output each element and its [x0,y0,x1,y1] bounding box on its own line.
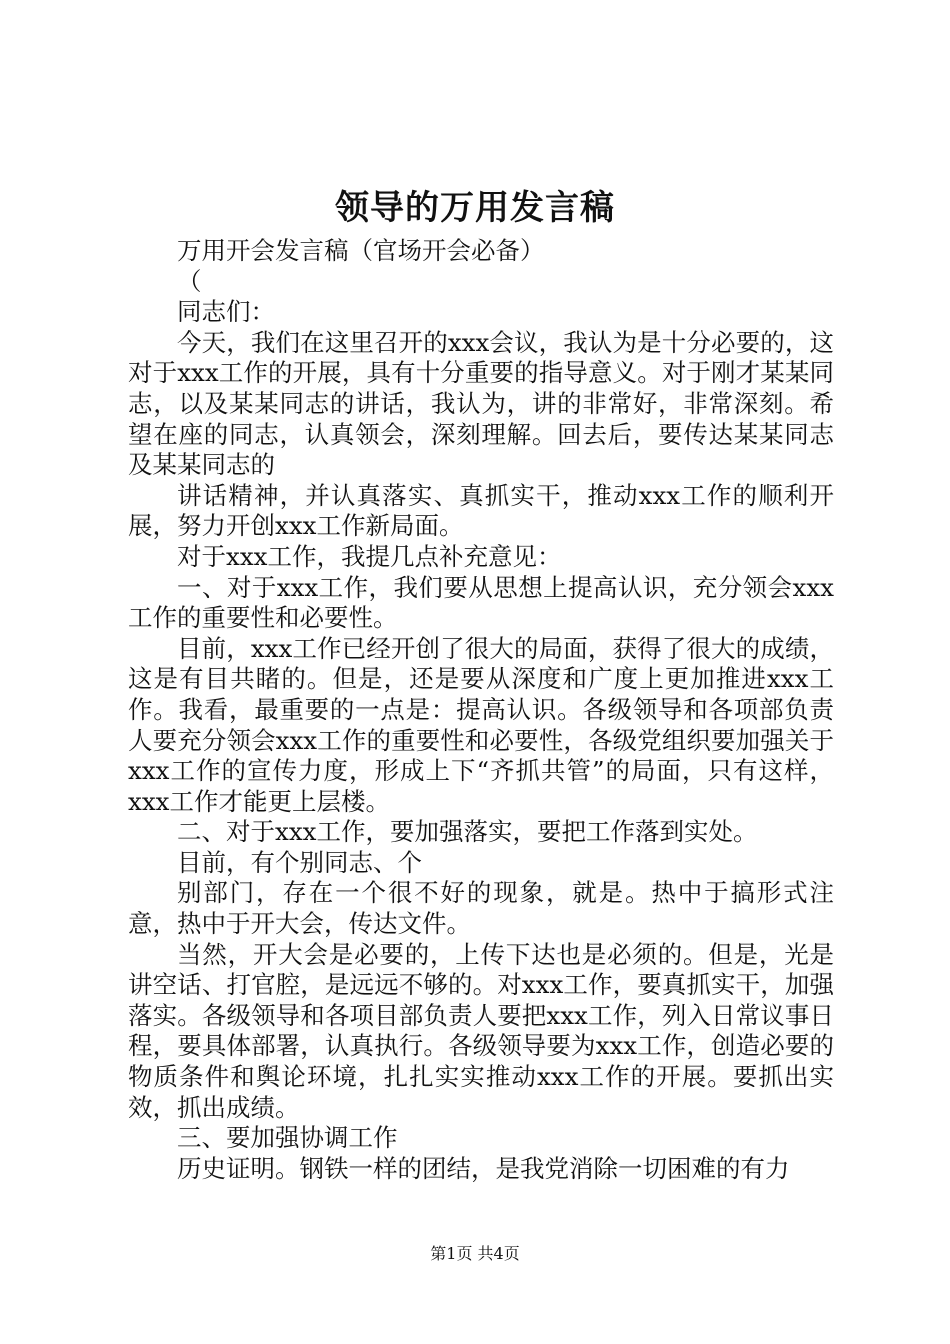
paragraph: 当然，开大会是必要的，上传下达也是必须的。但是，光是讲空话、打官腔，是远远不够的。对xxx工作，要真抓实干，加强落实。各级领导和各项目部负责人要把xxx工作，列入日常议事日程，要具体部署，认真执行。各级领导要为xxx工作，创造必要的物质条件和舆论环境，扎扎实实推动xxx工作的开展。要抓出实效，抓出成绩。 [128,939,834,1122]
paragraph: 对于xxx工作，我提几点补充意见： [177,541,562,571]
paragraph: （ [177,266,202,296]
paragraph: 今天，我们在这里召开的xxx会议，我认为是十分必要的，这对于xxx工作的开展，具有十分重要的指导意义。对于刚才某某同志，以及某某同志的讲话，我认为，讲的非常好，非常深刻。希望在座的同志，认真领会，深刻理解。回去后，要传达某某同志及某某同志的 [128,327,834,480]
document-title: 领导的万用发言稿 [335,188,615,228]
page-number-footer: 第1页 共4页 [430,1244,520,1263]
paragraph: 目前，xxx工作已经开创了很大的局面，获得了很大的成绩，这是有目共睹的。但是，还是要从深度和广度上更加推进xxx工作。我看，最重要的一点是：提高认识。各级领导和各项部负责人要充分领会xxx工作的重要性和必要性，各级党组织要加强关于xxx工作的宣传力度，形成上下“齐抓共管”的局面，只有这样，xxx工作才能更上层楼。 [128,633,834,816]
paragraph: 历史证明。钢铁一样的团结，是我党消除一切困难的有力 [177,1153,790,1183]
document-body [128,236,834,1184]
paragraph: 二、对于xxx工作，要加强落实，要把工作落到实处。 [177,817,758,847]
paragraph: 讲话精神，并认真落实、真抓实干，推动xxx工作的顺利开展，努力开创xxx工作新局面。 [128,480,834,541]
paragraph: 目前，有个别同志、个 [177,847,422,877]
paragraph: 一、对于xxx工作，我们要从思想上提高认识，充分领会xxx工作的重要性和必要性。 [128,572,834,633]
paragraph: 三、要加强协调工作 [177,1123,398,1153]
paragraph: 万用开会发言稿（官场开会必备） [177,236,545,265]
paragraph: 别部门，存在一个很不好的现象，就是。热中于搞形式注意，热中于开大会，传达文件。 [128,878,834,939]
paragraph: 同志们： [177,297,275,327]
